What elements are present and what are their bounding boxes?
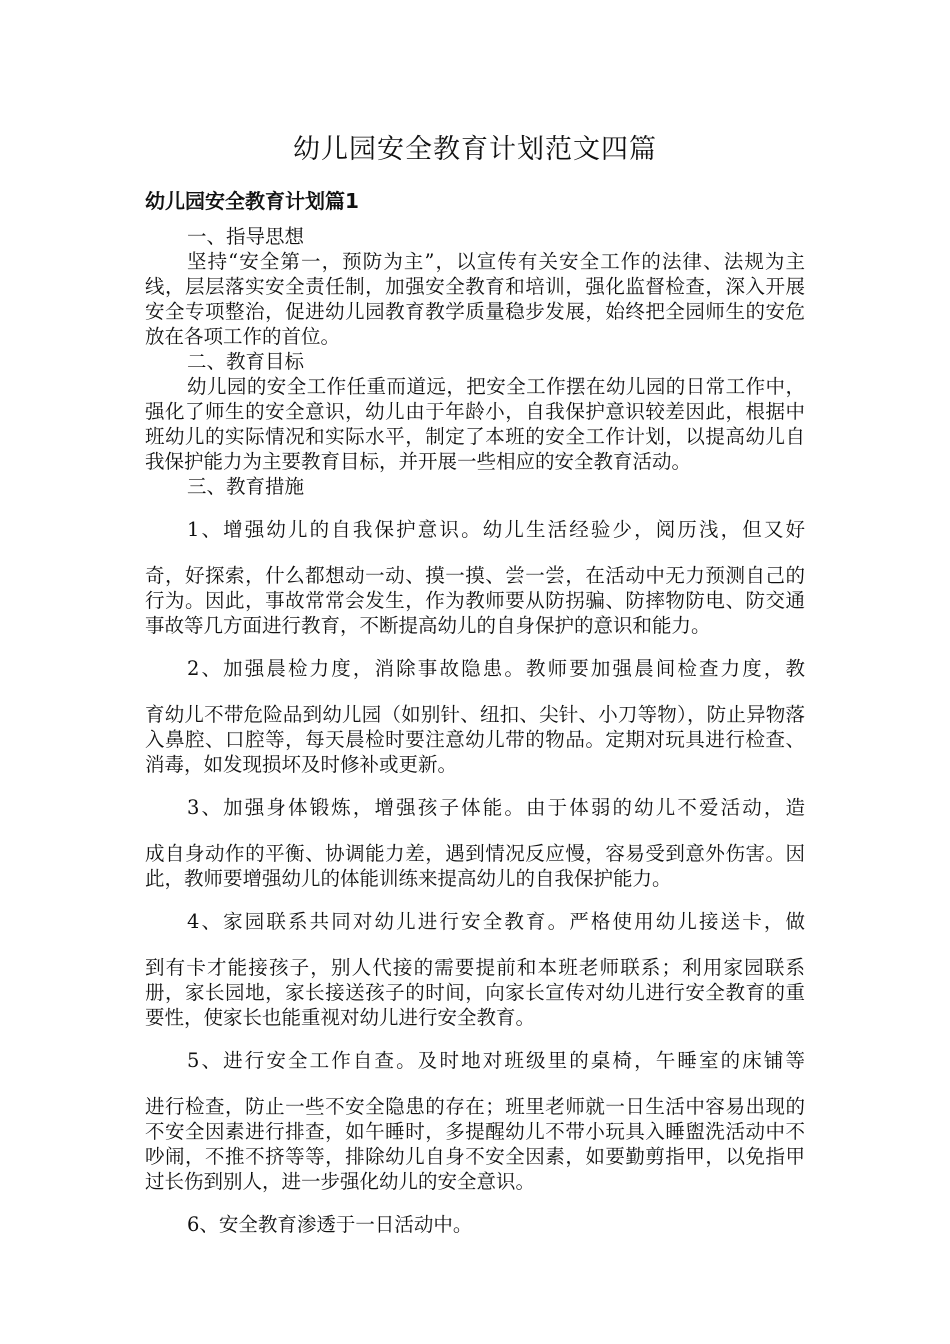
section-heading: 幼儿园安全教育计划篇1 — [145, 189, 359, 213]
measure-item-rest: 到有卡才能接孩子，别人代接的需要提前和本班老师联系；利用家园联系册，家长园地，家长接送孩子的时间，向家长宣传对幼儿进行安全教育的重要性，使家长也能重视对幼儿进行安全教育。 — [145, 956, 805, 1029]
measure-item-rest: 育幼儿不带危险品到幼儿园（如别针、纽扣、尖针、小刀等物），防止异物落入鼻腔、口腔等，每天晨检时要注意幼儿带的物品。定期对玩具进行检查、消毒，如发现损坏及时修补或更新。 — [145, 703, 805, 776]
paragraph-education-goals: 幼儿园的安全工作任重而道远，把安全工作摆在幼儿园的日常工作中，强化了师生的安全意识，幼儿由于年龄小，自我保护意识较差因此，根据中班幼儿的实际情况和实际水平，制定了本班的安全工作计划，以提高幼儿自我保护能力为主要教育目标，并开展一些相应的安全教育活动。 — [145, 375, 805, 473]
measure-item-4 — [145, 909, 805, 1030]
measure-item-rest: 成自身动作的平衡、协调能力差，遇到情况反应慢，容易受到意外伤害。因此，教师要增强幼儿的体能训练来提高幼儿的自我保护能力。 — [145, 842, 805, 890]
measure-item-3 — [145, 795, 805, 891]
measure-item-first-line: 4、家园联系共同对幼儿进行安全教育。严格使用幼儿接送卡，做 — [187, 910, 805, 933]
spacer — [145, 499, 805, 517]
heading-education-goals: 二、教育目标 — [187, 350, 305, 373]
spacer — [145, 1194, 805, 1212]
measure-item-first-line: 1、增强幼儿的自我保护意识。幼儿生活经验少，阅历浅，但又好 — [187, 518, 805, 541]
measure-item-rest: 奇，好探索，什么都想动一动、摸一摸、尝一尝，在活动中无力预测自己的行为。因此，事故常常会发生，作为教师要从防拐骗、防摔物防电、防交通事故等几方面进行教育，不断提高幼儿的自身保护的意识和能力。 — [145, 564, 805, 637]
measure-item-5 — [145, 1048, 805, 1194]
measure-item-1 — [145, 517, 805, 638]
spacer — [145, 1030, 805, 1048]
measure-item-2 — [145, 656, 805, 777]
spacer — [145, 638, 805, 656]
measure-item-rest: 进行检查，防止一些不安全隐患的存在；班里老师就一日生活中容易出现的不安全因素进行排查，如午睡时，多提醒幼儿不带小玩具入睡盥洗活动中不吵闹，不推不挤等等，排除幼儿自身不安全因素，如要勤剪指甲，以免指甲过长伤到别人，进一步强化幼儿的安全意识。 — [145, 1095, 805, 1193]
heading-education-measures: 三、教育措施 — [187, 475, 305, 498]
measure-item-first-line: 3、加强身体锻炼，增强孩子体能。由于体弱的幼儿不爱活动，造 — [187, 796, 805, 819]
measure-item-6 — [145, 1212, 805, 1237]
heading-guiding-thought: 一、指导思想 — [187, 225, 305, 248]
spacer — [145, 891, 805, 909]
measure-item-first-line: 5、进行安全工作自查。及时地对班级里的桌椅，午睡室的床铺等 — [187, 1049, 805, 1072]
document-title: 幼儿园安全教育计划范文四篇 — [293, 134, 657, 165]
measure-item-first-line: 6、安全教育渗透于一日活动中。 — [187, 1213, 473, 1236]
paragraph-guiding-thought: 坚持“安全第一，预防为主”，以宣传有关安全工作的法律、法规为主线，层层落实安全责任制，加强安全教育和培训，强化监督检查，深入开展安全专项整治，促进幼儿园教育教学质量稳步发展，始终把全园师生的安危放在各项工作的首位。 — [145, 250, 805, 348]
document-body — [145, 224, 805, 1237]
measure-item-first-line: 2、加强晨检力度，消除事故隐患。教师要加强晨间检查力度，教 — [187, 657, 805, 680]
spacer — [145, 777, 805, 795]
